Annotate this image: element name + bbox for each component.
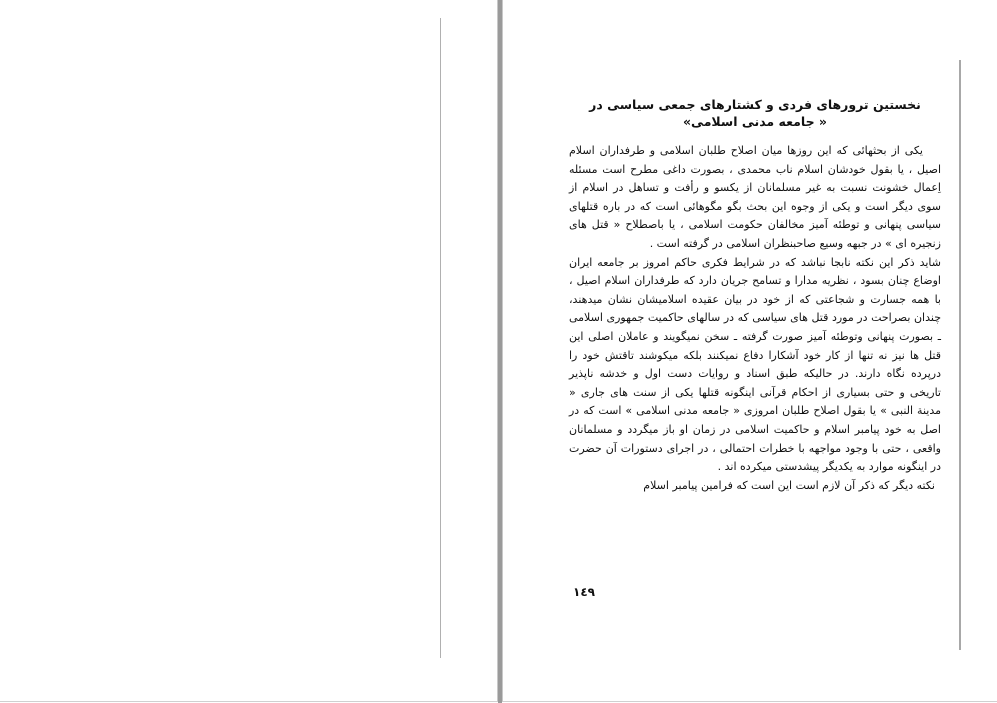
heading-line-1: نخستین ترورهای فردی و کشتارهای جمعی سیاسی در [589, 97, 921, 112]
right-page [502, 0, 997, 702]
paragraph-1: یکی از بحثهائی که این روزها میان اصلاح طلبان اسلامی و طرفداران اسلام اصیل ، یا بقول خودشان اسلام ناب محمدی ، بصورت داغی مطرح است مسئله اِعمال خشونت نسبت به غیر مسلمانان از یکسو و رأفت و تساهل در اسلام از سوی دیگر است و یکی از وجوه این بحث بگو مگوهائی است که در باره قتلهای سیاسی پنهانی و توطئه آمیز مخالفان حکومت اسلامی ، یا باصطلاح « قتل های زنجیره ای » در جبهه وسیع صاحبنظران اسلامی در گرفته است . [569, 144, 941, 250]
paragraph-3: نکته دیگر که ذکر آن لازم است این است که فرامین پیامبر اسلام [643, 478, 935, 492]
scan-edge-line [440, 18, 441, 658]
chapter-heading [569, 96, 941, 130]
heading-line-2: « جامعه مدنی اسلامی» [682, 114, 828, 129]
page-number: ١٤٩ [573, 585, 595, 599]
paragraph-2: شاید ذکر این نکته نابجا نباشد که در شرایط فکری حاکم امروز بر جامعه ایران اوضاع چنان بسود ، نظریه مدارا و تسامح جریان دارد که طرفداران اسلام اصیل ، با همه جسارت و شجاعتی که از خود در بیان عقیده اسلامیشان نشان میدهند، چندان بصراحت در مورد قتل های سیاسی که در سالهای حاکمیت جمهوری اسلامی ـ بصورت پنهانی وتوطئه آمیز صورت گرفته ـ سخن نمیگویند و عاملان اصلی این قتل ها نیز نه تنها از کار خود آشکارا دفاع نمیکنند بلکه میکوشند تاقتش خود را درپرده نگاه دارند. در حالیکه طبق اسناد و روایات دست اول و خدشه ناپذیر تاریخی و حتی بسیاری از احکام قرآنی اینگونه قتلها یکی از سنت های جاری « مدینة النبی » یا بقول اصلاح طلبان امروزی « جامعه مدنی اسلامی » است که در اصل به خود پیامبر اسلام و حاکمیت اسلامی در زمان او باز میگردد و مسلمانان واقعی ، حتی با وجود مواجهه با خطرات احتمالی ، در اجرای دستورات آن حضرت در اینگونه موارد به یکدیگر پیشدستی میکرده اند . [569, 255, 941, 474]
page-text-block [569, 96, 941, 495]
scan-edge-line [959, 60, 961, 650]
left-page-blank [0, 0, 498, 702]
